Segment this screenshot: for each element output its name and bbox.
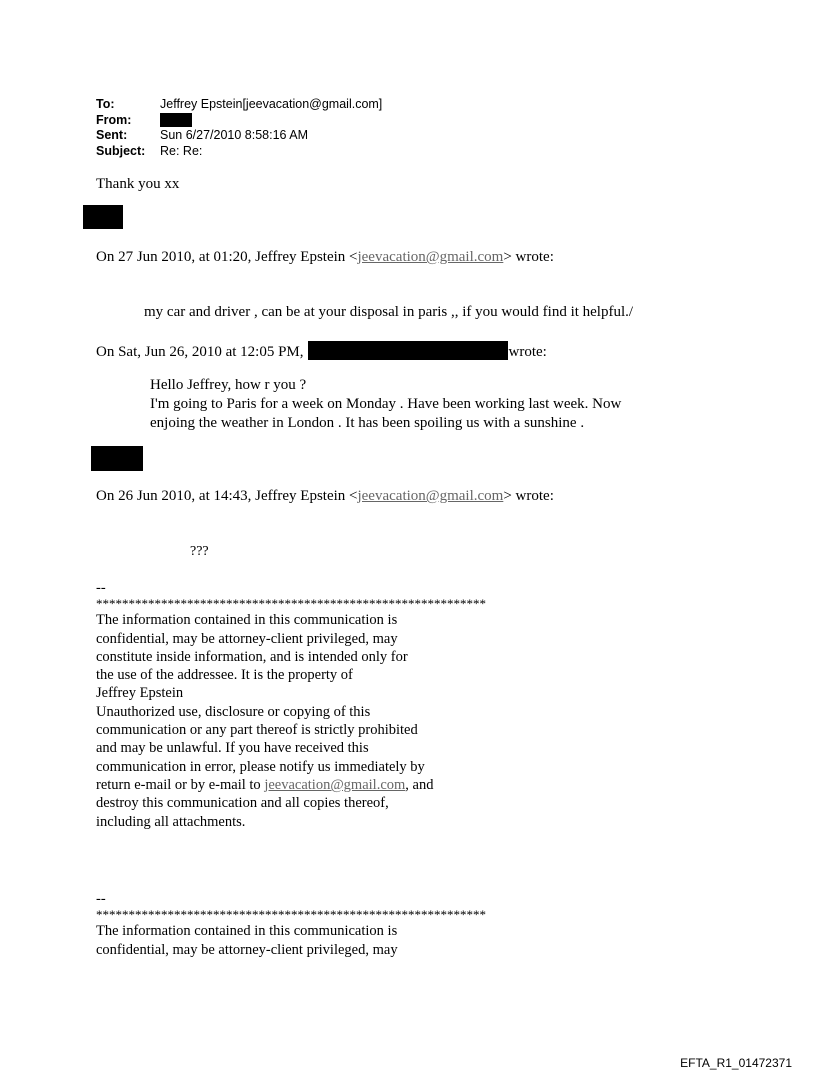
email-line-suffix: , and: [405, 776, 434, 793]
hello-line-2: I'm going to Paris for a week on Monday . Have been working last week. Now: [150, 396, 622, 412]
disclaimer-2-stars: ************************************************************: [96, 907, 486, 923]
sender-redaction: [308, 341, 508, 360]
quote-1-prefix: On 27 Jun 2010, at 01:20, Jeffrey Epstein <: [96, 249, 358, 265]
disclaimer-2-line: confidential, may be attorney-client privileged, may: [96, 941, 398, 958]
disclaimer-1-stars: ************************************************************: [96, 596, 486, 612]
disclaimer-2: [96, 890, 486, 959]
hello-line-3: enjoing the weather in London . It has been spoiling us with a sunshine .: [150, 415, 585, 431]
disclaimer-1-line: destroy this communication and all copies thereof,: [96, 795, 389, 812]
to-row: [96, 97, 382, 113]
disclaimer-1-line: and may be unlawful. If you have received this: [96, 740, 369, 757]
quote-1-suffix: > wrote:: [503, 249, 554, 265]
subject-value: Re: Re:: [160, 143, 203, 158]
disclaimer-1-line: including all attachments.: [96, 813, 246, 830]
disclaimer-1-line: Unauthorized use, disclosure or copying of this: [96, 703, 371, 720]
sent-value: Sun 6/27/2010 8:58:16 AM: [160, 128, 309, 142]
thanks-line: Thank you xx: [96, 176, 180, 192]
hello-line-1: Hello Jeffrey, how r you ?: [150, 377, 307, 393]
signature-redaction: [83, 205, 123, 229]
car-driver-line: my car and driver , can be at your disposal in paris ,, if you would find it helpful./: [144, 304, 634, 320]
signature-redaction-2: [91, 446, 143, 471]
quote-header-1: [96, 248, 554, 266]
to-value: Jeffrey Epstein[jeevacation@gmail.com]: [160, 97, 383, 111]
disclaimer-1-line: The information contained in this communication is: [96, 612, 398, 629]
disclaimer-1-line: constitute inside information, and is intended only for: [96, 648, 408, 665]
question-line: ???: [190, 544, 209, 559]
email-header: [96, 97, 382, 159]
quote-1-email-link[interactable]: jeevacation@gmail.com: [357, 249, 504, 265]
quote-header-2: [96, 341, 547, 361]
subject-row: [96, 144, 382, 160]
document-id: EFTA_R1_01472371: [680, 1056, 792, 1070]
quote-2-suffix: wrote:: [508, 344, 547, 360]
disclaimer-1-dashes: --: [96, 580, 106, 596]
disclaimer-email-link[interactable]: jeevacation@gmail.com: [264, 776, 406, 793]
disclaimer-1: [96, 579, 486, 831]
disclaimer-1-line: communication or any part thereof is strictly prohibited: [96, 722, 418, 739]
email-line-prefix: return e-mail or by e-mail to: [96, 776, 265, 793]
quote-3-prefix: On 26 Jun 2010, at 14:43, Jeffrey Epstein <: [96, 488, 358, 504]
quote-3-email-link[interactable]: jeevacation@gmail.com: [357, 488, 504, 504]
to-label: To:: [96, 97, 115, 111]
from-label: From:: [96, 112, 132, 127]
disclaimer-1-line: Jeffrey Epstein: [96, 685, 184, 702]
quote-3-suffix: > wrote:: [503, 488, 554, 504]
sent-label: Sent:: [96, 128, 128, 142]
quote-2-prefix: On Sat, Jun 26, 2010 at 12:05 PM,: [96, 344, 304, 360]
from-row: [96, 113, 382, 129]
from-redaction: [160, 113, 192, 127]
disclaimer-1-line: confidential, may be attorney-client privileged, may: [96, 630, 398, 647]
disclaimer-2-dashes: --: [96, 891, 106, 907]
disclaimer-2-line: The information contained in this communication is: [96, 923, 398, 940]
quote-header-3: [96, 487, 554, 505]
sent-row: [96, 128, 382, 144]
disclaimer-1-line: communication in error, please notify us immediately by: [96, 758, 425, 775]
subject-label: Subject:: [96, 143, 146, 158]
disclaimer-1-email-line: [96, 776, 486, 794]
disclaimer-1-line: the use of the addressee. It is the property of: [96, 667, 353, 684]
